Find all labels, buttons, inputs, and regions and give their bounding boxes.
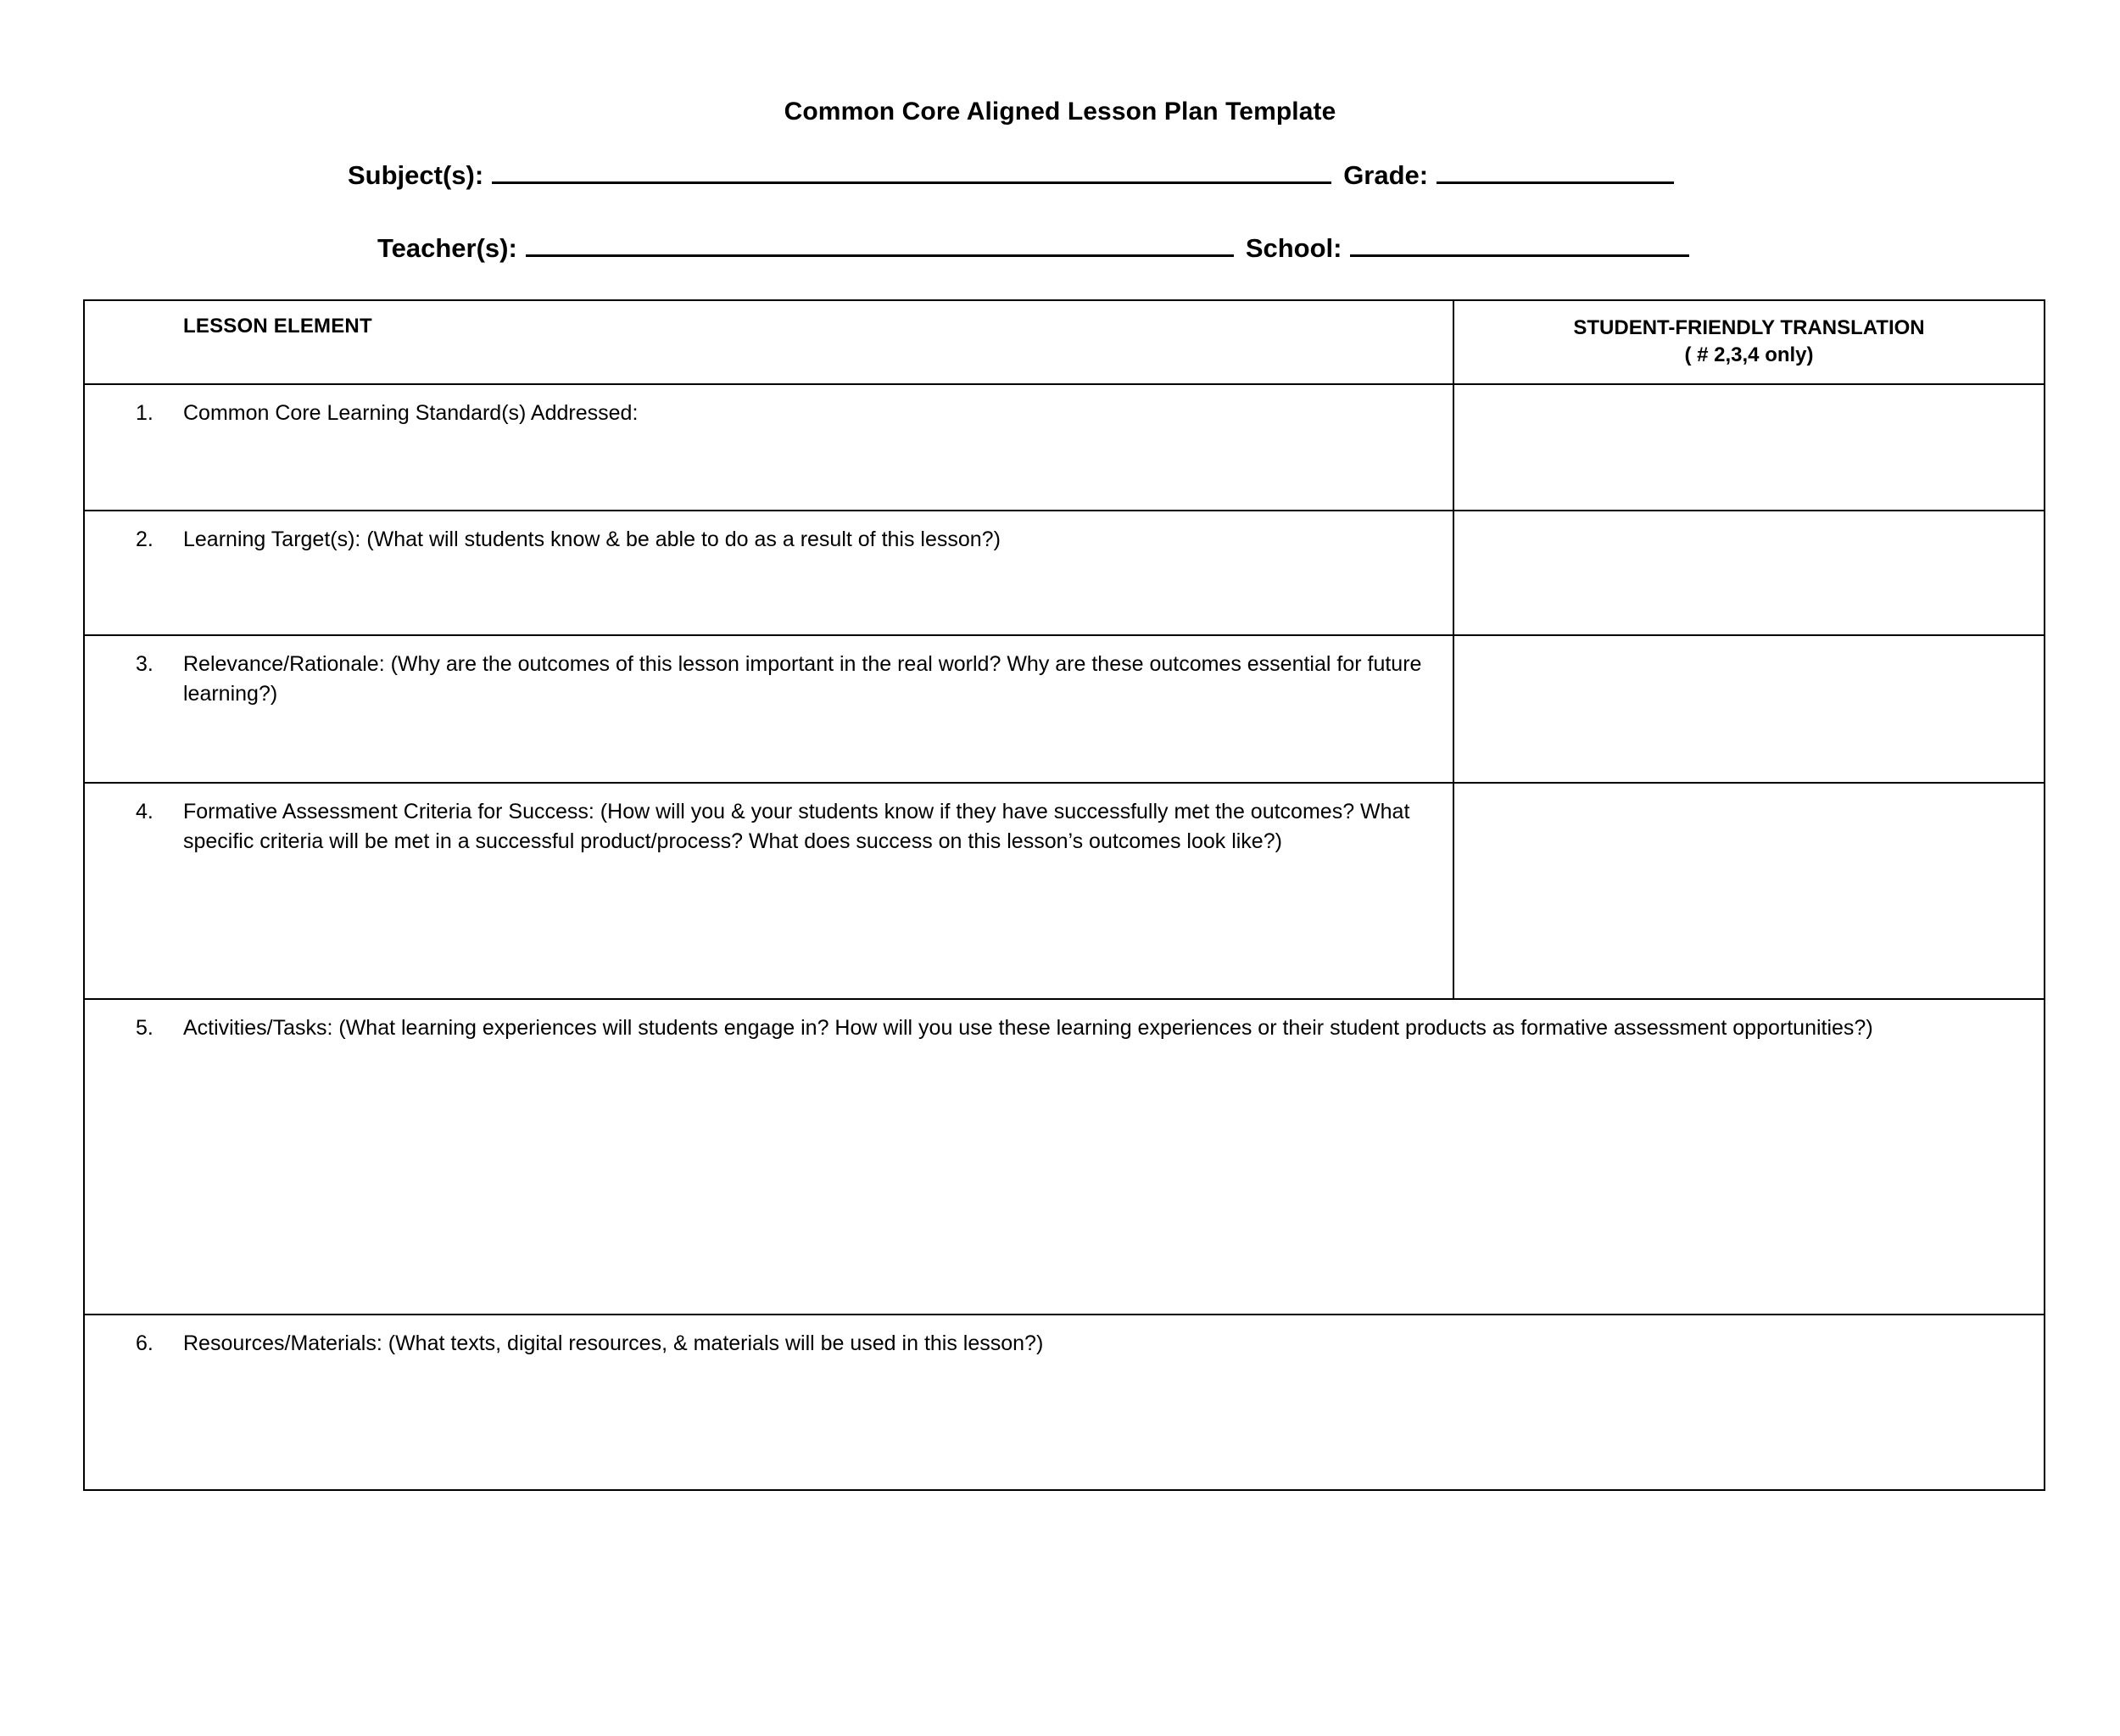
item-text-4: Formative Assessment Criteria for Success: (How will you & your students know if they have successfully met the outcomes? What specific criteria will be met in a successful product/process? What does success on this lesson’s outcomes look like?) [183,799,1410,854]
item-text-3: Relevance/Rationale: (Why are the outcomes of this lesson important in the real world? Why are these outcomes essential for future learning?) [183,651,1422,706]
lesson-element-3 [85,636,1453,718]
item-text-1: Common Core Learning Standard(s) Addressed: [183,400,639,425]
school-label: School: [1245,233,1342,263]
page-title: Common Core Aligned Lesson Plan Template [784,98,1336,126]
lesson-element-4 [85,784,1453,866]
column-header-line1: STUDENT-FRIENDLY TRANSLATION [1573,316,1925,339]
item-number-4: 4. [136,799,153,823]
item-number-1: 1. [136,400,153,425]
table-row [84,783,2045,999]
item-number-3: 3. [136,651,153,676]
item-text-5: Activities/Tasks: (What learning experiences will students engage in? How will you use these learning experiences or their student products as formative assessment opportunities?) [183,1015,1873,1040]
item-number-6: 6. [136,1331,153,1355]
subject-grade-field-row [0,160,2120,191]
table-row [84,384,2045,511]
grade-input[interactable] [1437,160,1674,184]
lesson-plan-table [83,299,2045,1491]
item-number-2: 2. [136,527,153,551]
subject-input[interactable] [492,160,1331,184]
teacher-label: Teacher(s): [377,233,517,263]
item-number-5: 5. [136,1015,153,1040]
lesson-element-5 [85,1000,2044,1052]
item-text-6: Resources/Materials: (What texts, digital resources, & materials will be used in this lesson?) [183,1331,1044,1355]
lesson-element-6 [85,1315,2044,1368]
column-header-student-friendly-translation [1454,301,2044,383]
teacher-school-field-row [0,233,2120,264]
document-page [0,98,2120,1736]
column-header-lesson-element: LESSON ELEMENT [183,315,372,338]
table-header-row [84,300,2045,384]
item-text-2: Learning Target(s): (What will students know & be able to do as a result of this lesson?) [183,527,1001,551]
grade-label: Grade: [1343,160,1429,190]
table-row [84,511,2045,635]
table-row [84,635,2045,783]
lesson-element-2 [85,511,1453,564]
school-input[interactable] [1350,233,1689,257]
table-row [84,999,2045,1315]
subject-label: Subject(s): [348,160,484,190]
table-row [84,1315,2045,1490]
column-header-line2: ( # 2,3,4 only) [1684,343,1814,367]
teacher-input[interactable] [526,233,1234,257]
lesson-element-1 [85,385,1453,438]
